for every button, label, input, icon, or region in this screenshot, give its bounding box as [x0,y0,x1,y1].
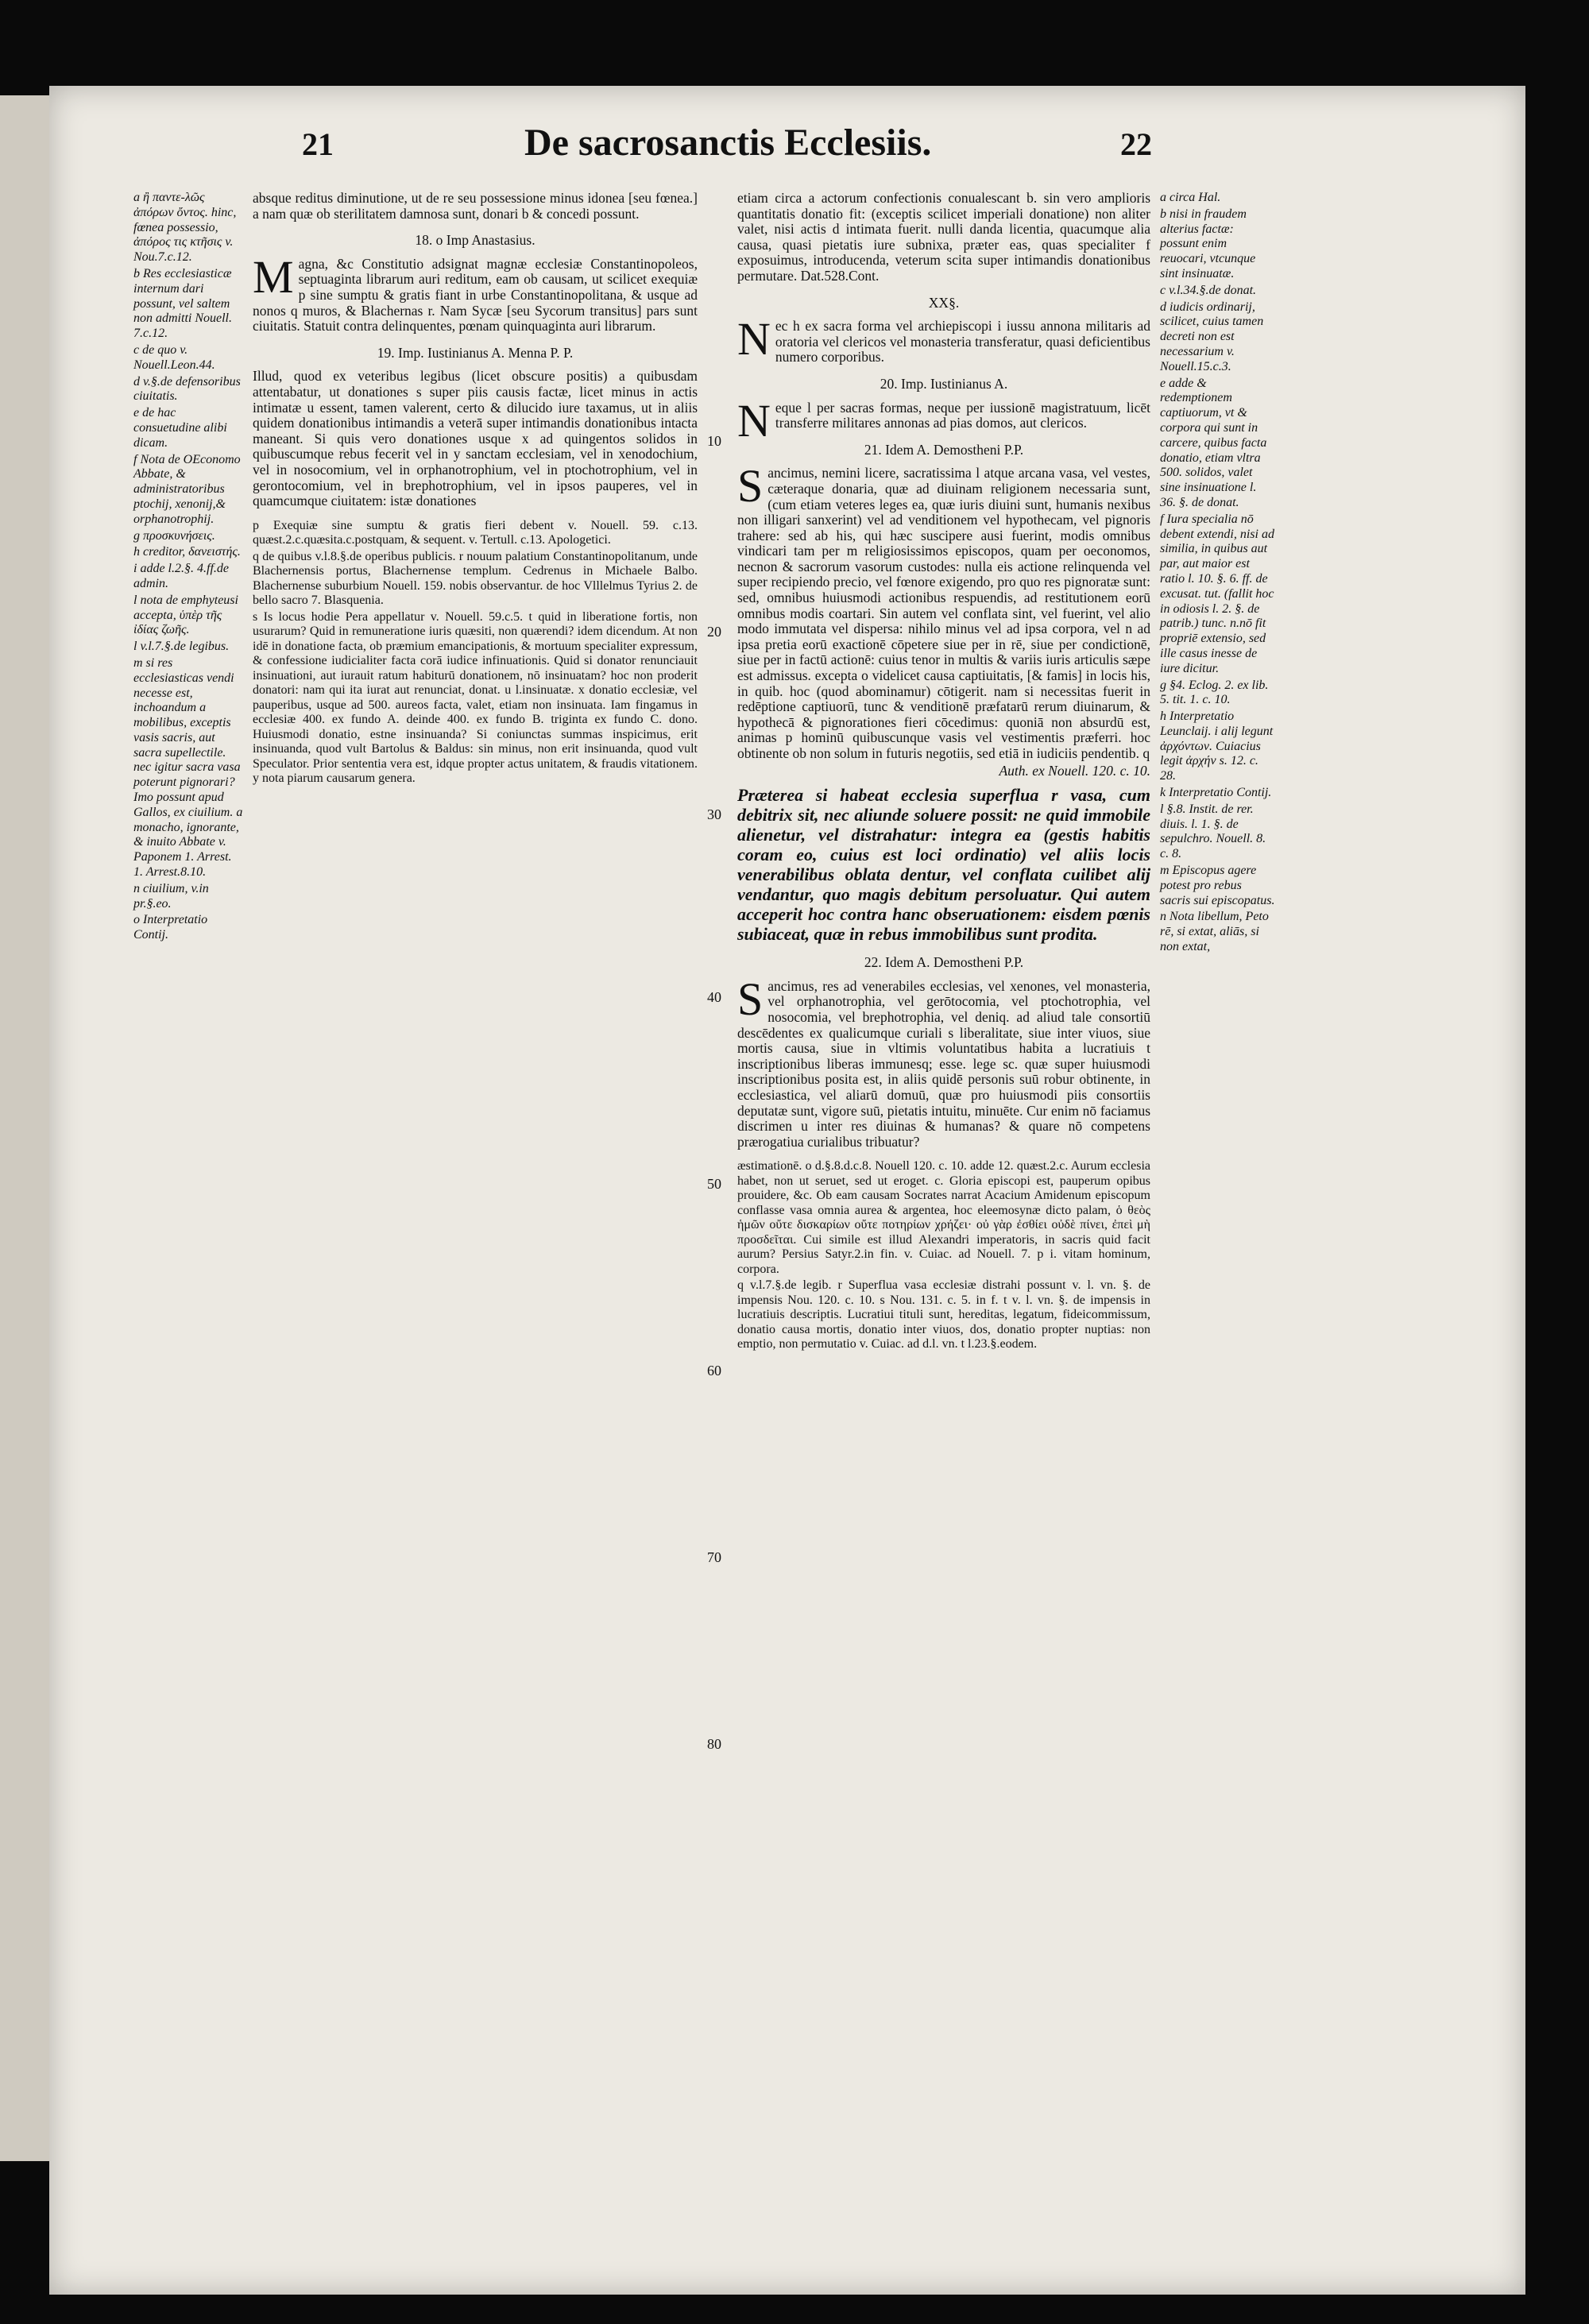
page-number-right: 22 [1120,126,1152,162]
body-paragraph: etiam circa a actorum confectionis conualescant b. sin vero amplioris quantitatis donatio fit: (exceptis scilicet imperiali donatione) non aliter valet, nisi actis d intimata fuerit. nulli danda licentia, quacumque alia causa, quasi pietatis iure subnixa, præter eas, quas specialiter f exposuimus, introducenda, veterum scita super intimandis donationibus permutare. Dat.528.Cont. [737,190,1150,284]
margin-note: a circa Hal. [1160,191,1221,204]
line-number: 20 [707,624,721,640]
margin-note: k Interpretatio Contij. [1160,786,1272,800]
section-xx-body: ec h ex sacra forma vel archiepiscopi i iussu annona militaris ad oratoria vel clericos vel monasteria transferatur, quasi deficientibus numero corporibus. [775,318,1150,365]
margin-note: n ciuilium, v.in pr.§.eo. [133,881,209,911]
margin-note: l nota de emphyteusi accepta, ὑπὲρ τῆς ἰδίας ζωῆς. [133,593,238,637]
section-heading-21: 21. Idem A. Demostheni P.P. [864,441,1024,458]
drop-cap: S [737,973,764,1025]
right-main-column [737,191,1150,1354]
margin-note: d v.§.de defensoribus ciuitatis. [133,374,241,404]
section-heading-19: 19. Imp. Iustinianus A. Menna P. P. [377,344,574,361]
footnote: p Exequiæ sine sumptu & gratis fieri debent v. Nouell. 59. c.13. quæst.2.c.quæsita.c.postquam, & sequent. v. Tertull. c.13. Apologetici. [253,518,698,547]
margin-note: c v.l.34.§.de donat. [1160,283,1257,297]
section-22-body: ancimus, res ad venerabiles ecclesias, vel xenones, vel monasteria, vel orphanotrophia, vel gerōtocomia, vel ptochotrophia, vel nosocomia, vel brephotrophia, vel deniq. ad aliud tale consortiū descēdentes ex qualicumque curiali s liberalitate, siue inter viuos, siue mortis causa, siue in vltimis voluntatibus habita a lucratiuis t inscriptionibus liberas immunesq; esse. lege sc. quæ super huiusmodi inscriptionibus posita est, in aliis quidē personis suū robur obtinente, in ecclesiastica, vel aliarū domuū, quæ pro huiusmodi piis consortiis deputatæ sunt, vigore suū, pietatis intuitu, minuēte. Cur enim nō faciamus discrimen u inter res diuinas & humanas? & quare nō competens prærogatiua curialibus tribuatur? [737,977,1150,1150]
footnote: s Is locus hodie Pera appellatur v. Nouell. 59.c.5. t quid in liberatione fortis, non usurarum? Quid in remuneratione iuris quæsiti, non quærendi? idem dicendum. At non idē in donatione facta, ob præmium emancipationis, & mortuum specialiter expressum, & confessione iudicialiter facta corā iudice infinuationis. Quid si donator renunciauit insinuationi, aut iurauit ratum habiturū donationem, nō insinuatam? hoc non proderit donatori: nam qui ita iurat aut renunciat, donat. u l.insinuatæ. x donatio ecclesiæ, vel pauperibus, usque ad 500. aureos facta, valet, etiam non insinuata. Iam fingamus in ecclesiæ 400. ex fundo A. deinde 400. ex fundo B. triginta ex fundo C. dono. Huiusmodi donatio, estne insinuanda? Si coniunctas summas inspicimus, erit insinuanda, quod vult Bartolus & Baldus: sin minus, non erit insinuanda, quod vult Speculator. Prior sententia vera est, idque propter actus unitatem, & fraudis vitationem. y nota piarum causarum genera. [253,609,698,786]
margin-note: a ἢ παντε-λῶς ἀπόρων ὄντος. hinc, fœnea possessio, ἀπόρος τις κτῆσις v. Nou.7.c.12. [133,191,237,265]
right-margin-notes [1160,191,1275,957]
body-paragraph: absque reditus diminutione, ut de re seu possessione minus idonea [seu fœnea.] a nam quæ ob sterilitatem damnosa sunt, donari b & concedi possunt. [253,190,698,222]
line-number: 30 [707,806,721,822]
footnote: q de quibus v.l.8.§.de operibus publicis. r nouum palatium Constantinopolitanum, unde Blachernensis portus, Blachernense templum. Cedrenus in Michaele Balbo. Blachernense suburbium Nouell. 159. nobis observantur. de hoc Vlllelmus Tyrius 2. de bello sacro 7. Blasquenia. [253,549,698,608]
margin-note: g προσκυνήσεις. [133,528,215,543]
margin-note: f Nota de OEconomo Abbate, & administratoribus ptochij, xenonij,& orphanotrophij. [133,452,241,526]
margin-note: h Interpretatio Leunclaij. i alij legunt ἀρχόντων. Cuiacius legit ἀρχήν s. 12. c. 28. [1160,710,1274,783]
footnote: æstimationē. o d.§.8.d.c.8. Nouell 120. c. 10. adde 12. quæst.2.c. Aurum ecclesia habet, non ut seruet, sed ut eroget. c. Gloria episcopi est, pauperum opibus prouidere, &c. Ob eam causam Socrates narrat Acacium Amidenum episcopum conflasse vasa omnia aurea & argentea, hoc eleemosynæ dicto palam, ὁ θεὸς ἡμῶν οὔτε δισκαρίων οὔτε ποτηρίων χρήζει· οὐ γὰρ ἐσθίει οὐδὲ πίνει, ἐπεὶ μὴ προσδεῖται. Cui simile est illud Alexandri imperatoris, in sacris quid facit aurum? Persius Satyr.2.in fin. v. Cuiac. ad Nouell. 7. p i. vitam hominum, corpora. [737,1159,1150,1276]
section-heading-xx: XX§. [928,294,960,311]
line-number: 80 [707,1736,721,1752]
section-heading-20: 20. Imp. Iustinianus A. [880,375,1008,392]
section-heading-18: 18. o Imp Anastasius. [415,232,535,249]
margin-note: m Episcopus agere potest pro rebus sacris sui episcopatus. [1160,864,1275,907]
section-21-body: ancimus, nemini licere, sacratissima l atque arcana vasa, vel vestes, cæteraque donaria, quæ ad diuinam religionem necessaria sunt, (cum etiam veteres leges ea, quæ iuris diuini sunt, humanis nexibus non illigari sanxerint) vel ad venditionem vel hypothecam, vel pignoris trahere: sed ab his, qui hæc suscipere ausi fuerint, modis omnibus vindicari tam per m religiosissimos episcopos, quam per oeconomos, necnon & sacrorum vasorum custodes: nulla eis actione relinquenda vel super recipiendo precio, vel fœnore exigendo, pro quo res pignoratæ sunt: sed, omnibus huiusmodi actionibus respuendis, ad restitutionem eorū omnibus modis coartari. Sin autem vel conflata sint, vel fuerint, vel alio modo immutata vel dispersa: nihilo minus vel ad ipsa corpora, vel n ad ipsa pretia eorū exactionē cōpetere siue per in rē, siue per condictionē, siue per in factū actionē: cuius tenor in multis & variis iuris articulis sæpe est admissus. excepta o videlicet causa captiuitatis, [& famis] in locis his, in quib. hoc (quod abominamur) cōtigerit. nam si necessitas fuerit in redēptione captiuorū, tunc & venditionē præfatarū rerum diuinarum, & hypothecā & pignorationes fieri cōcedimus: quoniā non absurdū est, animas p hominū quibuscunque vasis vel vestimentis præferri. hoc obtinente ob non solum in futuris negotiis, sed etiā in iudiciis pendentib. q [737,465,1150,761]
section-20-body: eque l per sacras formas, neque per iussionē magistratuum, licēt transferre militares annonas ad pias domos, aut clericos. [775,399,1150,431]
drop-cap: S [737,460,764,512]
section-21-text [737,460,1150,761]
drop-cap: M [253,250,294,303]
margin-note: b nisi in fraudem alterius factæ: possunt enim reuocari, vtcunque sint insinuatæ. [1160,207,1256,280]
drop-cap: N [737,394,771,447]
page-edge-left [0,95,49,2161]
line-number: 40 [707,989,721,1005]
section-19-text: Illud, quod ex veteribus legibus (licet obscure positis) a quibusdam attentabatur, ut donationes s super piis causis factæ, licet minus in actis intimatæ u essent, tamen valerent, certo & dilucido iure taxamus, ut in aliis quidem donationibus intimandis a veterā super intimandis donationibus intacta maneant. Si quis vero donationes usque x ad quingentos solidos in quibuscumque rebus fecerit vel in y sanctam ecclesiam, vel in xenodochium, vel in nosocomium, vel in orphanotrophium, vel in ptochotrophium, vel in gerontocomium, vel in brephotrophium, vel in ipsos pauperes, vel in quamcumque ciuitatem: istæ donationes [253,368,698,509]
page-header [0,122,1589,189]
margin-note: o Interpretatio Contij. [133,913,208,942]
authentica-text: Præterea si habeat ecclesia superflua r vasa, cum debitrix sit, nec aliunde soluere possit: ne quid immobile alienetur, vel distrahatur: integra ea (gestis habitis coram eo, cuius est loci ordinatio) vel aliis locis venerabilibus oblata dentur, vel conflata cuilibet alij vendantur, quo magis debitum persoluatur. Qui autem acceperit hoc contra hanc obseruationem: eisdem pœnis subiaceat, quæ in rebus immobilibus sunt prodita. [737,785,1150,945]
line-number: 10 [707,433,721,449]
margin-note: i adde l.2.§. 4.ff.de admin. [133,562,229,590]
margin-note: n Nota libellum, Peto rē, si extat, aliās, si non extat, [1160,910,1269,954]
margin-note: f Iura specialia nō debent extendi, nisi ad similia, in quibus aut par, aut maior est ratio l. 10. §. 6. ff. de excusat. tut. (fallit hoc in odiosis l. 2. §. de patrib.) tunc. n.nō fit propriē extensio, sed ille casus inesse de iure dicitur. [1160,512,1274,675]
margin-note: l §.8. Instit. de rer. diuis. l. 1. §. de sepulchro. Nouell. 8. c. 8. [1160,802,1266,861]
page-number-left: 21 [302,126,334,162]
margin-note: e adde & redemptionem captiuorum, vt & corpora qui sunt in carcere, quibus facta donatio, etiam vltra 500. solidos, valet sine insinuatione l. 36. §. de donat. [1160,376,1267,509]
running-title: De sacrosanctis Ecclesiis. [524,122,932,164]
footnote: q v.l.7.§.de legib. r Superflua vasa ecclesiæ distrahi possunt v. l. vn. §. de impensis Nou. 120. c. 10. s Nou. 131. c. 5. in f. t v. l. vn. §. de impensis in lucratiuis descriptis. Lucratiui tituli sunt, hereditas, legatum, fideicommissum, donatio causa mortis, donatio inter viuos, dos, donatio propter nuptias: non emptio, non permutatio v. Cuiac. ad d.l. vn. t l.23.§.eodem. [737,1278,1150,1351]
line-number: 60 [707,1363,721,1379]
section-heading-22: 22. Idem A. Demostheni P.P. [864,954,1024,971]
margin-note: l v.l.7.§.de legibus. [133,640,230,654]
margin-note: b Res ecclesiasticæ internum dari possunt, vel saltem non admitti Nouell. 7.c.12. [133,266,232,341]
left-main-column [253,191,698,788]
margin-note: g §4. Eclog. 2. ex lib. 5. tit. 1. c. 10. [1160,678,1269,707]
margin-note: h creditor, δανειστής. [133,545,241,559]
line-number: 70 [707,1549,721,1565]
margin-note: m si res ecclesiasticas vendi necesse est, inchoandum a mobilibus, exceptis vasis sacris, aut sacra supellectile. nec igitur sacra vasa poterunt pignorari? Imo possunt apud Gallos, ex ciuilium. a monacho, ignorante, & inuito Abbate v. Paponem 1. Arrest. 1. Arrest.8.10. [133,655,243,880]
section-18-body: agna, &c Constitutio adsignat magnæ ecclesiæ Constantinopoleos, septuaginta librarum auri reditum, eam ob causam, ut scilicet exequiæ p sine sumptu & gratis fiant in urbe Constantinopolitana, & usque ad nonos q muros, & Blachernas r. Nam Sycæ [seu Sycorum transitus] pars sunt ciuitatis. Statuit contra delinquentes, pœnam quinquaginta auri librarum. [253,255,698,334]
margin-note: c de quo v. Nouell.Leon.44. [133,342,215,372]
section-20-text [737,394,1150,447]
left-margin-notes [133,191,243,945]
line-number: 50 [707,1176,721,1192]
margin-note: e de hac consuetudine alibi dicam. [133,406,227,450]
section-xx-text [737,313,1150,365]
section-22-text [737,973,1150,1150]
margin-note: d iudicis ordinarij, scilicet, cuius tamen decreti non est necessarium v. Nouell.15.c.3. [1160,300,1264,373]
authentica-reference: Auth. ex Nouell. 120. c. 10. [999,762,1150,779]
section-18-text [253,250,698,334]
drop-cap: N [737,313,771,365]
